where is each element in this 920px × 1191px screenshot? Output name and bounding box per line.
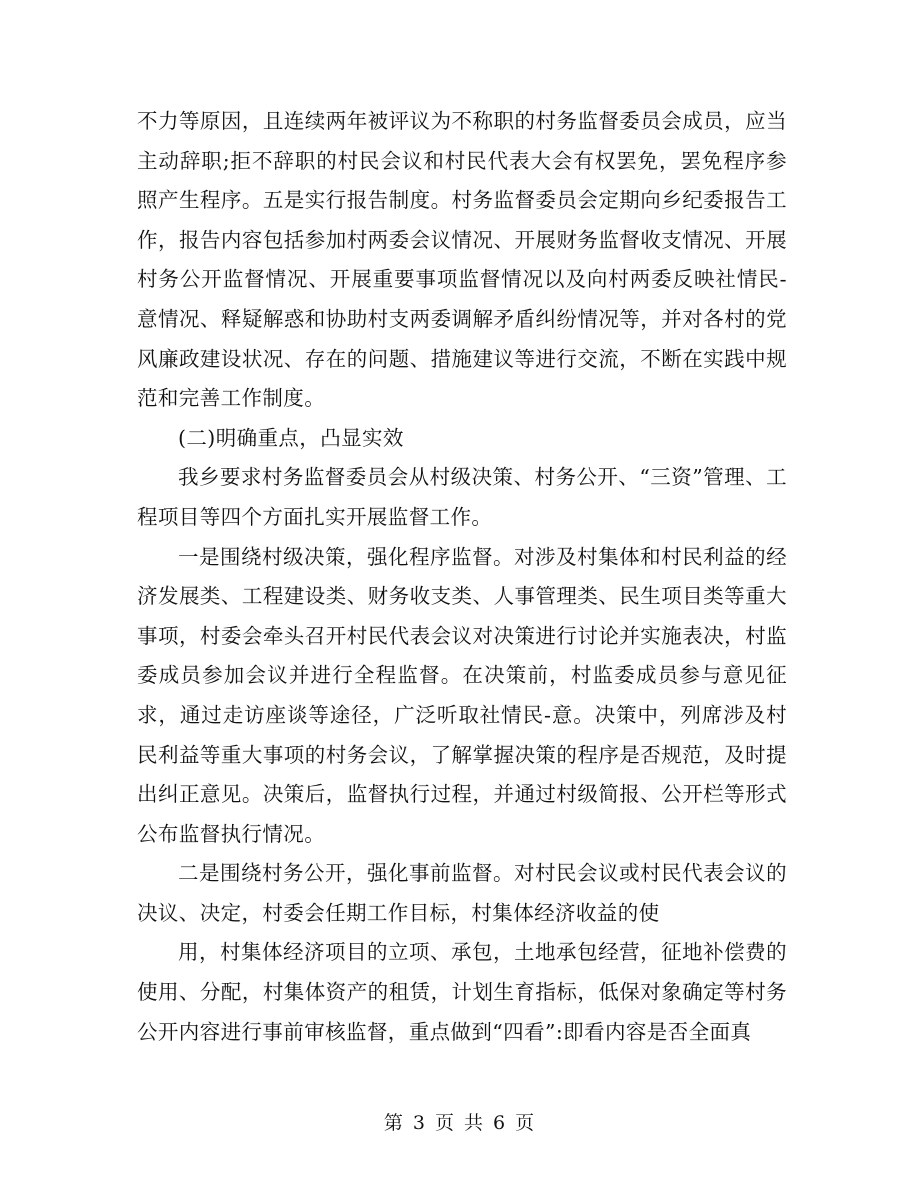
paragraph-6: 用，村集体经济项目的立项、承包，土地承包经营，征地补偿费的使用、分配，村集体资产的租赁，计划生育指标，低保对象确定等村务公开内容进行事前审核监督，重点做到“四看”:即看内容是否全面真 — [137, 940, 787, 1044]
section-heading: (二)明确重点，凸显实效 — [178, 425, 404, 450]
paragraph-3: 我乡要求村务监督委员会从村级决策、村务公开、“三资”管理、工程项目等四个方面扎实开展监督工作。 — [137, 465, 787, 529]
document-body — [137, 102, 787, 1052]
paragraph-1: 不力等原因，且连续两年被评议为不称职的村务监督委员会成员，应当主动辞职;拒不辞职的村民会议和村民代表大会有权罢免，罢免程序参照产生程序。五是实行报告制度。村务监督委员会定期向乡纪委报告工作，报告内容包括参加村两委会议情况、开展财务监督收支情况、开展村务公开监督情况、开展重要事项监督情况以及向村两委反映社情民-意情况、释疑解惑和协助村支两委调解矛盾纠纷情况等，并对各村的党风廉政建设状况、存在的问题、措施建议等进行交流，不断在实践中规范和完善工作制度。 — [137, 109, 787, 411]
paragraph-5: 二是围绕村务公开，强化事前监督。对村民会议或村民代表会议的决议、决定，村委会任期工作目标，村集体经济收益的使 — [137, 861, 787, 925]
paragraph-4: 一是围绕村级决策，强化程序监督。对涉及村集体和村民利益的经济发展类、工程建设类、财务收支类、人事管理类、民生项目类等重大事项，村委会牵头召开村民代表会议对决策进行讨论并实施表决，村监委成员参加会议并进行全程监督。在决策前，村监委成员参与意见征求，通过走访座谈等途径，广泛听取社情民-意。决策中，列席涉及村民利益等重大事项的村务会议，了解掌握决策的程序是否规范，及时提出纠正意见。决策后，监督执行过程，并通过村级简报、公开栏等形式公布监督执行情况。 — [137, 544, 787, 846]
page-number-footer: 第 3 页 共 6 页 — [383, 1112, 537, 1134]
